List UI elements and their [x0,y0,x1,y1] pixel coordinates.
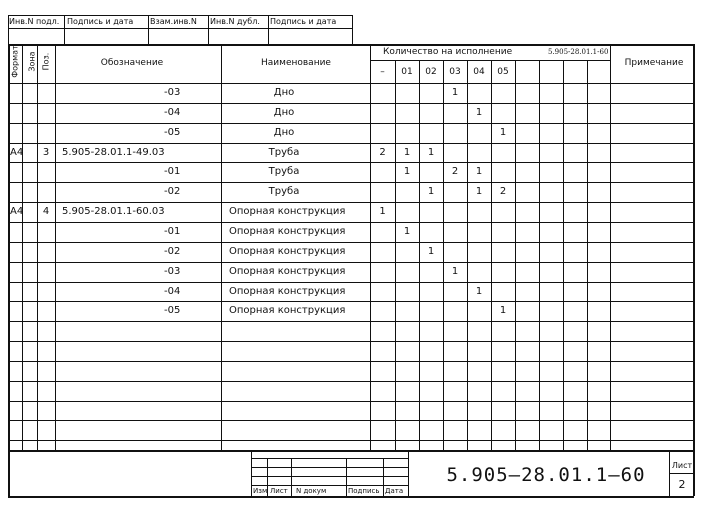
header-format: Формат [10,45,20,78]
cell-designation: 5.905-28.01.1-49.03 [62,147,165,158]
cell-designation: -01 [164,226,181,237]
doc-number: 5.905–28.01.1–60 [446,464,646,486]
cell-designation: -03 [164,266,181,277]
header-quantity-doc: 5.905-28.01.1-60 [548,48,609,56]
cell-designation: -05 [164,305,181,316]
cell-quantity-5: 1 [499,305,507,316]
stamp-label-inv-orig: Инв.N подл. [9,17,60,26]
header-zone: Зона [27,51,37,72]
cell-designation: -02 [164,186,181,197]
row-line [8,341,693,342]
cell-designation: -04 [164,107,181,118]
cell-name: Опорная конструкция [229,246,346,257]
cell-quantity-2: 1 [427,186,435,197]
header-quantity-title: Количество на исполнение [383,47,513,57]
cell-quantity-0: 1 [379,206,386,217]
cell-name: Дно [273,127,295,138]
stamp-label-replace-inv: Взам.инв.N [150,17,197,26]
title-label-change: Изм [253,487,268,495]
cell-quantity-1: 1 [403,147,411,158]
cell-pos: 4 [42,206,50,217]
sheet-number: 2 [678,478,686,491]
title-label-signature: Подпись [348,487,380,495]
cell-quantity-4: 1 [475,107,483,118]
stamp-label-signature-date-2: Подпись и дата [270,17,337,26]
stamp-label-signature-date: Подпись и дата [67,17,134,26]
cell-quantity-4: 1 [475,166,483,177]
cell-name: Дно [273,107,295,118]
cell-quantity-0: 2 [379,147,386,158]
row-line [8,242,693,243]
header-execution-3: 03 [449,67,461,77]
cell-quantity-5: 2 [499,186,507,197]
stamp-label-inv-dup: Инв.N дубл. [210,17,260,26]
cell-designation: -05 [164,127,181,138]
title-label-doc-no: N докум [296,487,327,495]
row-line [8,440,693,441]
row-line [8,162,693,163]
header-designation: Обозначение [100,58,164,68]
sheet-label: Лист [671,461,693,470]
row-line [8,103,693,104]
cell-quantity-4: 1 [475,186,483,197]
cell-quantity-3: 1 [451,87,459,98]
header-execution-2: 02 [425,67,437,77]
cell-name: Опорная конструкция [229,286,346,297]
row-line [8,182,693,183]
cell-pos: 3 [42,147,50,158]
cell-name: Труба [268,147,300,158]
cell-designation: -01 [164,166,181,177]
cell-name: Труба [268,186,300,197]
cell-quantity-2: 1 [427,246,435,257]
cell-name: Опорная конструкция [229,206,346,217]
header-execution-0: – [380,67,385,77]
row-line [8,143,693,144]
cell-quantity-3: 1 [451,266,459,277]
cell-quantity-1: 1 [403,166,411,177]
cell-designation: 5.905-28.01.1-60.03 [62,206,165,217]
cell-designation: -02 [164,246,181,257]
cell-name: Труба [268,166,300,177]
header-name: Наименование [261,58,331,68]
row-line [8,202,693,203]
cell-quantity-2: 1 [427,147,435,158]
row-line [8,321,693,322]
header-pos: Поз. [41,52,51,71]
cell-designation: -04 [164,286,181,297]
row-line [8,401,693,402]
cell-quantity-4: 1 [475,286,483,297]
row-line [8,282,693,283]
cell-format: A4 [10,206,24,217]
row-line [8,301,693,302]
cell-name: Опорная конструкция [229,266,346,277]
cell-format: A4 [10,147,24,158]
cell-name: Опорная конструкция [229,305,346,316]
cell-name: Опорная конструкция [229,226,346,237]
cell-quantity-1: 1 [403,226,411,237]
header-execution-5: 05 [497,67,509,77]
row-line [8,123,693,124]
title-label-sheet: Лист [270,487,288,495]
cell-quantity-3: 2 [451,166,459,177]
header-execution-4: 04 [473,67,485,77]
header-remark: Примечание [624,58,684,68]
row-line [8,222,693,223]
cell-name: Дно [273,87,295,98]
header-execution-1: 01 [401,67,413,77]
row-line [8,381,693,382]
cell-quantity-5: 1 [499,127,507,138]
title-label-date: Дата [385,487,404,495]
row-line [8,420,693,421]
row-line [8,361,693,362]
row-line [8,262,693,263]
cell-designation: -03 [164,87,181,98]
